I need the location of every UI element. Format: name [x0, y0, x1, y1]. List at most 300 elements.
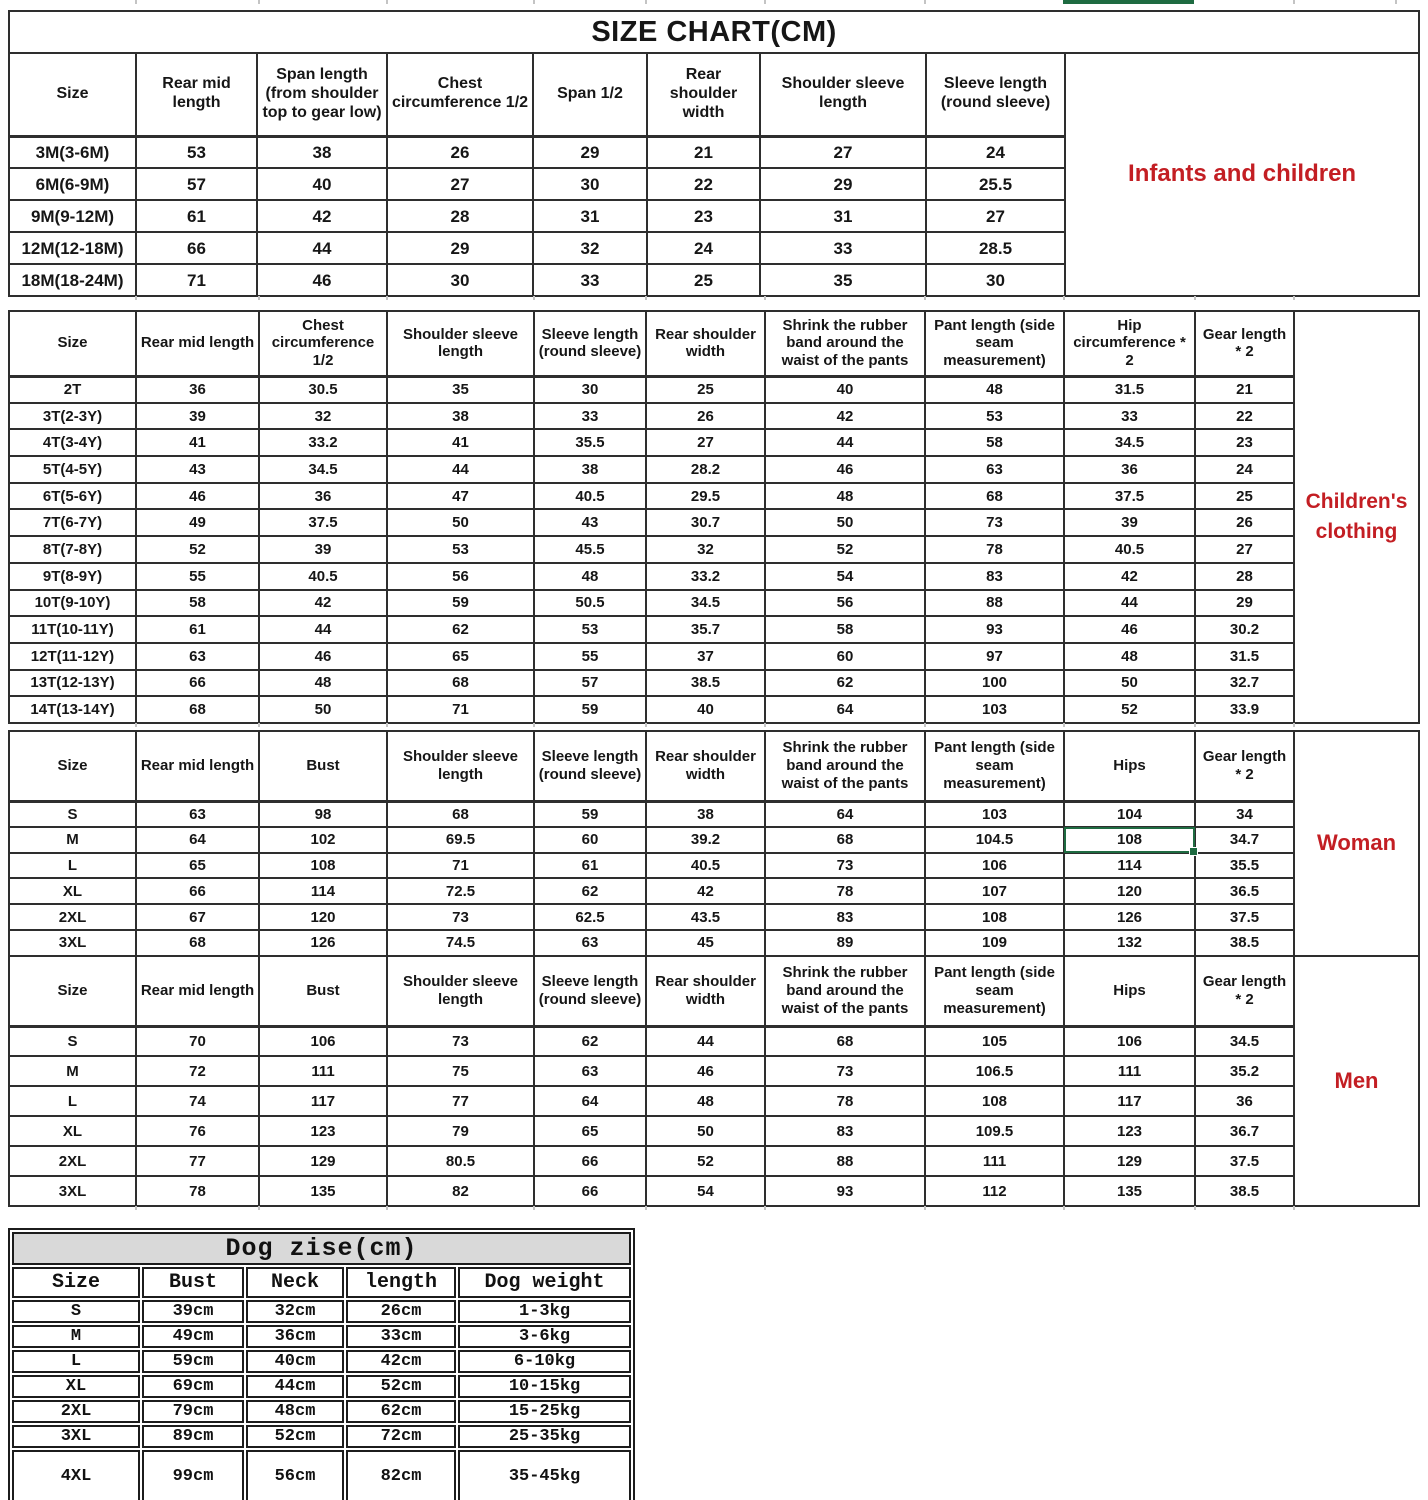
value-cell: 15-25kg: [458, 1400, 631, 1423]
table-row: [12, 1325, 631, 1348]
value-cell: 57: [534, 670, 646, 697]
gridline-tick: [533, 0, 535, 4]
value-cell: 42: [259, 590, 387, 617]
value-cell: 38: [534, 456, 646, 483]
infants-side-label: Infants and children: [1065, 53, 1419, 296]
value-cell: 32.7: [1195, 670, 1294, 697]
table-row: [9, 904, 1419, 930]
value-cell: 45: [646, 930, 765, 956]
table-row: [9, 590, 1419, 617]
value-cell: 104: [1064, 801, 1195, 827]
value-cell: 80.5: [387, 1146, 534, 1176]
value-cell: 65: [534, 1116, 646, 1146]
column-header: Rear mid length: [136, 731, 259, 801]
value-cell: 60: [534, 827, 646, 853]
value-cell: 27: [1195, 536, 1294, 563]
value-cell: 62cm: [346, 1400, 456, 1423]
table-row: [9, 616, 1419, 643]
value-cell: 50: [387, 509, 534, 536]
value-cell: 106.5: [925, 1056, 1064, 1086]
value-cell: 39: [259, 536, 387, 563]
value-cell: 40: [765, 376, 925, 403]
value-cell: 26: [387, 136, 533, 168]
table-row: [12, 1350, 631, 1373]
value-cell: 50.5: [534, 590, 646, 617]
table-row: [9, 1086, 1419, 1116]
value-cell: 73: [765, 853, 925, 879]
gridline-tick: [258, 0, 260, 4]
value-cell: 75: [387, 1056, 534, 1086]
table-row: [9, 1026, 1419, 1056]
value-cell: 38: [646, 801, 765, 827]
size-cell: 3T(2-3Y): [9, 403, 136, 430]
value-cell: 59cm: [142, 1350, 244, 1373]
value-cell: 89: [765, 930, 925, 956]
value-cell: 26cm: [346, 1300, 456, 1323]
value-cell: 60: [765, 643, 925, 670]
value-cell: 27: [387, 168, 533, 200]
value-cell: 33: [1064, 403, 1195, 430]
gridline-tick: [1395, 0, 1397, 4]
value-cell: 27: [926, 200, 1065, 232]
column-header: Size: [9, 731, 136, 801]
dog-size-table: [8, 1228, 635, 1500]
value-cell: 43: [534, 509, 646, 536]
value-cell: 93: [925, 616, 1064, 643]
value-cell: 29: [760, 168, 926, 200]
value-cell: 34.5: [646, 590, 765, 617]
value-cell: 103: [925, 801, 1064, 827]
value-cell: 73: [387, 904, 534, 930]
gridline-tick: [258, 723, 260, 727]
column-header: Span length (from shoulder top to gear low): [257, 53, 387, 136]
value-cell: 50: [765, 509, 925, 536]
gridline-tick: [135, 1206, 137, 1210]
value-cell: 62: [534, 878, 646, 904]
value-cell: 42: [646, 878, 765, 904]
value-cell: 50: [1064, 670, 1195, 697]
value-cell: 56: [765, 590, 925, 617]
value-cell: 38: [257, 136, 387, 168]
table-row: [9, 483, 1419, 510]
size-cell: 12T(11-12Y): [9, 643, 136, 670]
value-cell: 37.5: [1195, 904, 1294, 930]
value-cell: 63: [136, 801, 259, 827]
value-cell: 24: [1195, 456, 1294, 483]
value-cell: 48: [765, 483, 925, 510]
value-cell: 111: [259, 1056, 387, 1086]
size-cell: 7T(6-7Y): [9, 509, 136, 536]
column-header: Dog weight: [458, 1267, 631, 1298]
gridline-tick: [1063, 296, 1065, 300]
table-row: [12, 1450, 631, 1500]
value-cell: 66: [534, 1176, 646, 1206]
table-row: [9, 1116, 1419, 1146]
value-cell: 25.5: [926, 168, 1065, 200]
value-cell: 29: [1195, 590, 1294, 617]
value-cell: 35: [760, 264, 926, 296]
gridline-tick: [135, 0, 137, 4]
value-cell: 66: [136, 232, 257, 264]
value-cell: 111: [925, 1146, 1064, 1176]
value-cell: 117: [259, 1086, 387, 1116]
value-cell: 30: [387, 264, 533, 296]
column-header: Rear mid length: [136, 53, 257, 136]
column-header: Pant length (side seam measurement): [925, 956, 1064, 1026]
value-cell: 120: [259, 904, 387, 930]
value-cell: 28.5: [926, 232, 1065, 264]
gridline-tick: [533, 296, 535, 300]
value-cell: 93: [765, 1176, 925, 1206]
size-cell: XL: [12, 1375, 140, 1398]
value-cell: 33: [533, 264, 647, 296]
column-header: Bust: [259, 956, 387, 1026]
value-cell: 40: [257, 168, 387, 200]
value-cell: 34: [1195, 801, 1294, 827]
value-cell: 38: [387, 403, 534, 430]
value-cell: 46: [259, 643, 387, 670]
table-row: [9, 643, 1419, 670]
men-size-table: [8, 955, 1420, 1207]
woman-size-table: [8, 730, 1420, 957]
value-cell: 43: [136, 456, 259, 483]
value-cell: 66: [534, 1146, 646, 1176]
value-cell: 63: [534, 1056, 646, 1086]
value-cell: 25: [647, 264, 760, 296]
value-cell: 37.5: [259, 509, 387, 536]
value-cell: 3-6kg: [458, 1325, 631, 1348]
value-cell: 68: [765, 827, 925, 853]
value-cell: 62: [387, 616, 534, 643]
gridline-tick: [924, 296, 926, 300]
value-cell: 66: [136, 878, 259, 904]
value-cell: 61: [136, 616, 259, 643]
value-cell: 28: [1195, 563, 1294, 590]
value-cell: 58: [765, 616, 925, 643]
table-row: [12, 1425, 631, 1448]
value-cell: 24: [647, 232, 760, 264]
value-cell: 107: [925, 878, 1064, 904]
value-cell: 58: [925, 429, 1064, 456]
size-cell: L: [9, 853, 136, 879]
size-cell: 12M(12-18M): [9, 232, 136, 264]
value-cell: 112: [925, 1176, 1064, 1206]
value-cell: 102: [259, 827, 387, 853]
value-cell: 126: [1064, 904, 1195, 930]
value-cell: 31.5: [1195, 643, 1294, 670]
value-cell: 83: [765, 904, 925, 930]
gridline-tick: [533, 723, 535, 727]
value-cell: 66: [136, 670, 259, 697]
value-cell: 64: [765, 696, 925, 723]
size-cell: XL: [9, 878, 136, 904]
value-cell: 35.7: [646, 616, 765, 643]
value-cell: 64: [136, 827, 259, 853]
value-cell: 68: [136, 930, 259, 956]
value-cell: 82: [387, 1176, 534, 1206]
value-cell: 26: [646, 403, 765, 430]
value-cell: 35.2: [1195, 1056, 1294, 1086]
value-cell: 45.5: [534, 536, 646, 563]
size-cell: 2T: [9, 376, 136, 403]
value-cell: 53: [534, 616, 646, 643]
value-cell: 33.9: [1195, 696, 1294, 723]
value-cell: 39.2: [646, 827, 765, 853]
value-cell: 70: [136, 1026, 259, 1056]
value-cell: 38.5: [1195, 1176, 1294, 1206]
value-cell: 32cm: [246, 1300, 344, 1323]
table-row: [9, 827, 1419, 853]
value-cell: 35.5: [534, 429, 646, 456]
value-cell: 53: [387, 536, 534, 563]
gridline-tick: [1293, 723, 1295, 727]
value-cell: 73: [925, 509, 1064, 536]
value-cell: 109.5: [925, 1116, 1064, 1146]
gridline-tick: [1293, 0, 1295, 4]
size-cell: M: [9, 1056, 136, 1086]
value-cell: 46: [1064, 616, 1195, 643]
value-cell: 33.2: [259, 429, 387, 456]
value-cell: 42: [765, 403, 925, 430]
value-cell: 53: [925, 403, 1064, 430]
selected-cell: 108: [1064, 827, 1195, 853]
value-cell: 52cm: [346, 1375, 456, 1398]
column-header: Span 1/2: [533, 53, 647, 136]
value-cell: 40.5: [534, 483, 646, 510]
gridline-tick: [533, 1206, 535, 1210]
value-cell: 68: [925, 483, 1064, 510]
value-cell: 37.5: [1064, 483, 1195, 510]
value-cell: 123: [259, 1116, 387, 1146]
value-cell: 108: [259, 853, 387, 879]
column-header: Sleeve length (round sleeve): [534, 311, 646, 376]
value-cell: 48: [925, 376, 1064, 403]
size-cell: 9T(8-9Y): [9, 563, 136, 590]
value-cell: 25: [1195, 483, 1294, 510]
value-cell: 114: [259, 878, 387, 904]
value-cell: 54: [646, 1176, 765, 1206]
value-cell: 34.7: [1195, 827, 1294, 853]
value-cell: 44: [646, 1026, 765, 1056]
size-cell: 3XL: [9, 930, 136, 956]
value-cell: 62: [765, 670, 925, 697]
value-cell: 71: [387, 696, 534, 723]
value-cell: 31.5: [1064, 376, 1195, 403]
value-cell: 24: [926, 136, 1065, 168]
size-cell: 18M(18-24M): [9, 264, 136, 296]
gridline-tick: [924, 1206, 926, 1210]
value-cell: 35: [387, 376, 534, 403]
table-row: [9, 1056, 1419, 1086]
gridline-tick: [1293, 296, 1295, 300]
value-cell: 23: [1195, 429, 1294, 456]
sheet-title: SIZE CHART(CM): [9, 11, 1419, 53]
column-header: Shoulder sleeve length: [760, 53, 926, 136]
value-cell: 58: [136, 590, 259, 617]
value-cell: 62: [534, 1026, 646, 1056]
value-cell: 68: [136, 696, 259, 723]
gridline-tick: [645, 296, 647, 300]
value-cell: 74: [136, 1086, 259, 1116]
value-cell: 36cm: [246, 1325, 344, 1348]
size-cell: 2XL: [9, 1146, 136, 1176]
value-cell: 123: [1064, 1116, 1195, 1146]
value-cell: 31: [533, 200, 647, 232]
value-cell: 29.5: [646, 483, 765, 510]
column-header: Gear length * 2: [1195, 956, 1294, 1026]
value-cell: 49: [136, 509, 259, 536]
value-cell: 30.5: [259, 376, 387, 403]
gridline-tick: [1194, 723, 1196, 727]
value-cell: 35.5: [1195, 853, 1294, 879]
size-cell: S: [12, 1300, 140, 1323]
value-cell: 68: [387, 670, 534, 697]
value-cell: 30: [533, 168, 647, 200]
column-header: Sleeve length (round sleeve): [534, 731, 646, 801]
size-cell: 8T(7-8Y): [9, 536, 136, 563]
value-cell: 63: [534, 930, 646, 956]
gridline-tick: [258, 1206, 260, 1210]
value-cell: 108: [925, 904, 1064, 930]
value-cell: 53: [136, 136, 257, 168]
value-cell: 59: [534, 696, 646, 723]
value-cell: 27: [760, 136, 926, 168]
value-cell: 68: [765, 1026, 925, 1056]
column-header: Size: [12, 1267, 140, 1298]
column-header: Bust: [142, 1267, 244, 1298]
size-cell: L: [12, 1350, 140, 1373]
value-cell: 46: [765, 456, 925, 483]
value-cell: 132: [1064, 930, 1195, 956]
size-cell: 5T(4-5Y): [9, 456, 136, 483]
table-row: [9, 563, 1419, 590]
table-row: [9, 1146, 1419, 1176]
column-header: Rear mid length: [136, 956, 259, 1026]
table-row: [9, 376, 1419, 403]
gridline-tick: [764, 723, 766, 727]
column-header: Pant length (side seam measurement): [925, 311, 1064, 376]
size-cell: M: [12, 1325, 140, 1348]
value-cell: 74.5: [387, 930, 534, 956]
gridline-tick: [764, 0, 766, 4]
value-cell: 44: [259, 616, 387, 643]
gridline-tick: [386, 723, 388, 727]
value-cell: 88: [925, 590, 1064, 617]
value-cell: 106: [259, 1026, 387, 1056]
value-cell: 106: [1064, 1026, 1195, 1056]
value-cell: 40.5: [646, 853, 765, 879]
value-cell: 46: [257, 264, 387, 296]
value-cell: 46: [646, 1056, 765, 1086]
value-cell: 30.2: [1195, 616, 1294, 643]
value-cell: 52: [136, 536, 259, 563]
value-cell: 104.5: [925, 827, 1064, 853]
column-header: Shoulder sleeve length: [387, 956, 534, 1026]
column-header: Rear shoulder width: [646, 956, 765, 1026]
column-header: Shoulder sleeve length: [387, 731, 534, 801]
men-side-label: Men: [1294, 956, 1419, 1206]
value-cell: 42: [1064, 563, 1195, 590]
value-cell: 82cm: [346, 1450, 456, 1500]
value-cell: 36.7: [1195, 1116, 1294, 1146]
value-cell: 68: [387, 801, 534, 827]
table-row: [9, 509, 1419, 536]
column-header: length: [346, 1267, 456, 1298]
value-cell: 63: [925, 456, 1064, 483]
gridline-tick: [1063, 723, 1065, 727]
value-cell: 126: [259, 930, 387, 956]
size-cell: S: [9, 801, 136, 827]
value-cell: 106: [925, 853, 1064, 879]
value-cell: 62.5: [534, 904, 646, 930]
column-header: Neck: [246, 1267, 344, 1298]
value-cell: 89cm: [142, 1425, 244, 1448]
value-cell: 25: [646, 376, 765, 403]
table-row: [9, 801, 1419, 827]
column-header: Rear shoulder width: [646, 311, 765, 376]
value-cell: 111: [1064, 1056, 1195, 1086]
table-row: [12, 1300, 631, 1323]
column-header: Sleeve length (round sleeve): [534, 956, 646, 1026]
gridline-tick: [924, 723, 926, 727]
value-cell: 52: [765, 536, 925, 563]
value-cell: 33.2: [646, 563, 765, 590]
value-cell: 65: [387, 643, 534, 670]
table-row: [9, 403, 1419, 430]
value-cell: 44: [1064, 590, 1195, 617]
size-cell: L: [9, 1086, 136, 1116]
value-cell: 55: [136, 563, 259, 590]
value-cell: 59: [534, 801, 646, 827]
value-cell: 31: [760, 200, 926, 232]
children-size-table: [8, 310, 1420, 724]
value-cell: 38.5: [646, 670, 765, 697]
value-cell: 73: [765, 1056, 925, 1086]
size-cell: 9M(9-12M): [9, 200, 136, 232]
value-cell: 48: [1064, 643, 1195, 670]
value-cell: 78: [136, 1176, 259, 1206]
value-cell: 52cm: [246, 1425, 344, 1448]
value-cell: 43.5: [646, 904, 765, 930]
table-row: [9, 456, 1419, 483]
infants-size-table: [8, 10, 1420, 297]
value-cell: 30.7: [646, 509, 765, 536]
value-cell: 6-10kg: [458, 1350, 631, 1373]
value-cell: 98: [259, 801, 387, 827]
value-cell: 35-45kg: [458, 1450, 631, 1500]
value-cell: 100: [925, 670, 1064, 697]
value-cell: 71: [136, 264, 257, 296]
value-cell: 76: [136, 1116, 259, 1146]
column-header: Hips: [1064, 956, 1195, 1026]
value-cell: 32: [259, 403, 387, 430]
value-cell: 1-3kg: [458, 1300, 631, 1323]
table-row: [9, 878, 1419, 904]
value-cell: 48: [259, 670, 387, 697]
value-cell: 23: [647, 200, 760, 232]
value-cell: 97: [925, 643, 1064, 670]
value-cell: 50: [259, 696, 387, 723]
selected-column-indicator: [1063, 0, 1194, 4]
children-side-label: Children's clothing: [1294, 311, 1419, 723]
table-row: [12, 1400, 631, 1423]
value-cell: 39: [136, 403, 259, 430]
column-header: Bust: [259, 731, 387, 801]
column-header: Rear shoulder width: [646, 731, 765, 801]
value-cell: 56: [387, 563, 534, 590]
value-cell: 29: [387, 232, 533, 264]
size-cell: S: [9, 1026, 136, 1056]
